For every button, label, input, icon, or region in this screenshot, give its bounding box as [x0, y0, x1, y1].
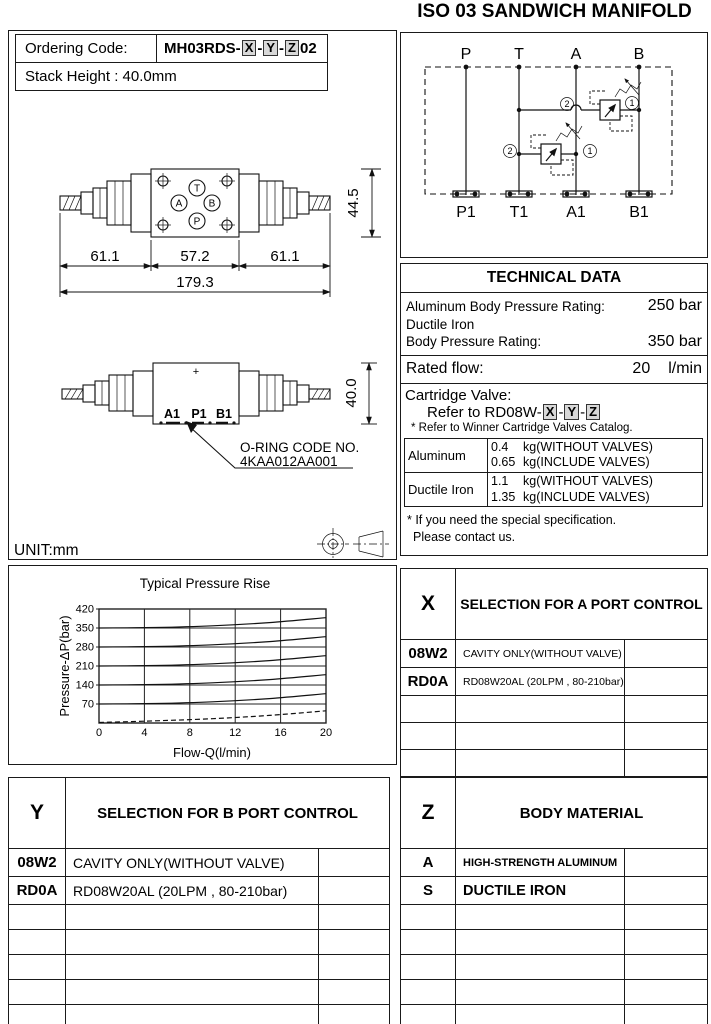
- row-extra: [319, 980, 389, 1004]
- row-extra: [625, 877, 707, 904]
- code-sep1: -: [257, 40, 263, 57]
- ordering-code-table: [15, 34, 328, 91]
- dim-57: 57.2: [180, 248, 210, 265]
- table-row: [401, 668, 707, 696]
- circuit-panel: [400, 32, 708, 258]
- cartridge-z-box: Z: [586, 404, 600, 420]
- dim-height-44: 44.5: [345, 188, 362, 218]
- page-title: ISO 03 SANDWICH MANIFOLD: [417, 1, 692, 22]
- port-a1: A1: [566, 204, 586, 221]
- port-p-label: P: [193, 216, 201, 228]
- port-t1: T1: [509, 204, 529, 221]
- row-code: S: [401, 877, 456, 904]
- row-code: 08W2: [401, 640, 456, 667]
- table-z-header: [401, 778, 707, 849]
- table-row: [9, 877, 389, 905]
- hydraulic-circuit-diagram: [401, 33, 705, 255]
- row-desc: CAVITY ONLY(WITHOUT VALVE): [66, 849, 319, 876]
- row-code: [9, 905, 66, 929]
- adjust-arrow-icon: [625, 79, 639, 95]
- mark-2-lower: 2: [507, 146, 513, 156]
- svg-text:16: 16: [274, 727, 287, 739]
- code-x-box: X: [242, 40, 257, 56]
- circuit-top-port-labels: [461, 46, 645, 63]
- rated-flow-unit: l/min: [668, 360, 702, 378]
- circuit-bottom-ports: [453, 191, 652, 221]
- row-desc: [456, 1005, 625, 1024]
- row-extra: [625, 668, 707, 695]
- port-a-label: A: [175, 198, 183, 210]
- ordering-code-row: [16, 35, 327, 63]
- row-extra: [625, 980, 707, 1004]
- svg-text:20: 20: [319, 727, 333, 739]
- table-row: [9, 905, 389, 930]
- row-desc: [66, 980, 319, 1004]
- row-code: RD0A: [401, 668, 456, 695]
- row-desc: [66, 955, 319, 979]
- row-code: [9, 955, 66, 979]
- valve-drawings: [9, 31, 395, 558]
- table-row: [401, 849, 707, 877]
- chart-title: Typical Pressure Rise: [139, 576, 271, 591]
- pressure-rise-chart: [8, 565, 397, 765]
- body-material-table-z: [400, 777, 708, 1024]
- cartridge-valve-left: [60, 181, 131, 225]
- cartridge-note: * Refer to Winner Cartridge Valves Catalog.: [411, 421, 633, 434]
- port-t: T: [514, 46, 524, 63]
- row-desc: [456, 980, 625, 1004]
- svg-text:4: 4: [141, 727, 148, 739]
- table-row: [401, 750, 707, 776]
- row-extra: [625, 696, 707, 722]
- cartridge-valve-label: Cartridge Valve:: [405, 386, 512, 404]
- row-extra: [625, 640, 707, 667]
- row-extra: [625, 723, 707, 749]
- oring-callout: [186, 421, 359, 469]
- row-code: [401, 955, 456, 979]
- svg-text:420: 420: [75, 603, 94, 616]
- table-x-header: [401, 569, 707, 640]
- row-desc: RD08W20AL (20LPM , 80-210bar): [456, 668, 625, 695]
- dim-total: 179.3: [176, 274, 214, 291]
- port-b-label: B: [208, 198, 216, 210]
- cartridge-x-box: X: [543, 404, 558, 420]
- iron-rating-label2: Body Pressure Rating:: [406, 333, 542, 349]
- row-desc: [456, 905, 625, 929]
- oring-code-number: 4KAA012AA001: [240, 454, 338, 469]
- mark-1-upper: 1: [629, 98, 635, 108]
- weight-label: kg(WITHOUT VALVES): [523, 474, 653, 488]
- row-code: [9, 1005, 66, 1024]
- table-row: [9, 955, 389, 980]
- weight-value: 0.65: [491, 455, 516, 470]
- weight-table: [404, 438, 703, 508]
- spring-icon: [615, 82, 641, 97]
- row-extra: [319, 955, 389, 979]
- port-p1-label: P1: [191, 407, 207, 421]
- selection-table-y: [8, 777, 390, 1024]
- side-view-drawing: [62, 363, 377, 469]
- row-extra: [319, 905, 389, 929]
- row-extra: [319, 1005, 389, 1024]
- chart-x-axis-label: Flow-Q(l/min): [173, 745, 251, 760]
- selection-table-x: [400, 568, 708, 777]
- relief-valve-symbol-lower: [504, 123, 597, 175]
- oring-code-label: O-RING CODE NO.: [240, 440, 360, 455]
- port-a: A: [570, 46, 582, 63]
- row-desc: [66, 1005, 319, 1024]
- port-b: B: [633, 46, 645, 63]
- code-prefix: MH03RDS-: [164, 40, 241, 57]
- row-desc: [456, 750, 625, 776]
- cartridge-ref-prefix: Refer to RD08W-: [427, 403, 542, 421]
- svg-text:8: 8: [186, 727, 193, 739]
- row-code: [401, 696, 456, 722]
- cartridge-valve-right-side: [259, 375, 330, 411]
- table-z-code: Z: [401, 778, 456, 848]
- weight-value: 0.4: [491, 439, 509, 454]
- plus-mark: +: [192, 366, 200, 378]
- code-sep2: -: [279, 40, 285, 57]
- table-row: [9, 930, 389, 955]
- row-code: 08W2: [9, 849, 66, 876]
- drawings-panel: [8, 30, 397, 560]
- note-line2: Please contact us.: [413, 529, 516, 544]
- table-row: [401, 696, 707, 723]
- row-desc: [456, 955, 625, 979]
- weight-label: kg(WITHOUT VALVES): [523, 439, 653, 454]
- row-code: [401, 723, 456, 749]
- port-t-label: T: [193, 183, 201, 195]
- svg-text:210: 210: [75, 660, 94, 673]
- note-line1: * If you need the special specification.: [407, 513, 617, 528]
- row-code: A: [401, 849, 456, 876]
- aluminum-rating-row: [401, 293, 707, 316]
- dim-61-left: 61.1: [90, 248, 120, 265]
- row-extra: [625, 955, 707, 979]
- table-row: [401, 930, 707, 955]
- code-y-box: Y: [263, 40, 278, 56]
- port-b1-label: B1: [216, 407, 232, 421]
- top-view-drawing: [60, 169, 381, 297]
- adjust-arrow-icon: [566, 123, 580, 139]
- table-row: [401, 723, 707, 750]
- rated-flow-label: Rated flow:: [406, 360, 484, 378]
- ordering-code-label: Ordering Code:: [16, 35, 157, 62]
- cartridge-valve-right: [259, 181, 330, 225]
- table-y-code: Y: [9, 778, 66, 848]
- weight-material: Ductile Iron: [405, 473, 488, 507]
- row-extra: [625, 750, 707, 776]
- cartridge-sep2: -: [580, 403, 586, 421]
- row-extra: [319, 877, 389, 904]
- row-desc: [456, 696, 625, 722]
- special-spec-note: [401, 509, 707, 545]
- row-code: [401, 980, 456, 1004]
- code-suffix: 02: [299, 40, 317, 57]
- mark-2-upper: 2: [564, 99, 570, 109]
- row-extra: [625, 1005, 707, 1024]
- svg-text:280: 280: [75, 641, 94, 654]
- cartridge-y-box: Y: [564, 404, 579, 420]
- weight-value: 1.35: [491, 489, 516, 504]
- cartridge-valve-ref: [405, 404, 703, 421]
- row-code: [9, 930, 66, 954]
- aluminum-rating-label: Aluminum Body Pressure Rating:: [406, 298, 605, 314]
- code-z-box: Z: [285, 40, 299, 56]
- chart-curves: [99, 618, 326, 723]
- svg-text:12: 12: [229, 727, 242, 739]
- iron-rating-value: 350 bar: [647, 332, 702, 350]
- mark-1-lower: 1: [587, 146, 593, 156]
- row-extra: [319, 849, 389, 876]
- table-row: [401, 905, 707, 930]
- cartridge-sep1: -: [558, 403, 564, 421]
- rated-flow-row: [401, 356, 707, 384]
- aluminum-rating-value: 250 bar: [647, 297, 702, 314]
- row-extra: [625, 849, 707, 876]
- side-port-labels: [159, 407, 235, 425]
- table-row: [401, 640, 707, 668]
- cartridge-valve-left-side: [62, 375, 133, 411]
- weight-value: 1.1: [491, 474, 509, 488]
- rated-flow-value: 20: [632, 360, 651, 378]
- iron-rating-row: [401, 316, 707, 356]
- technical-data-panel: [400, 263, 708, 556]
- row-desc: RD08W20AL (20LPM , 80-210bar): [66, 877, 319, 904]
- row-extra: [625, 905, 707, 929]
- technical-data-title: TECHNICAL DATA: [401, 264, 707, 293]
- table-row: [401, 980, 707, 1005]
- port-b1: B1: [629, 204, 649, 221]
- stack-height-row: Stack Height : 40.0mm: [25, 68, 177, 85]
- table-x-code: X: [401, 569, 456, 639]
- top-view-dimensions: [60, 169, 381, 297]
- row-extra: [625, 930, 707, 954]
- oring-groove: [159, 421, 235, 424]
- row-code: [401, 750, 456, 776]
- port-markers: [171, 180, 220, 229]
- table-row: [401, 955, 707, 980]
- row-desc: [456, 930, 625, 954]
- table-y-header: [9, 778, 389, 849]
- port-p: P: [460, 46, 472, 63]
- row-extra: [319, 930, 389, 954]
- table-row: [9, 849, 389, 877]
- port-a1-label: A1: [164, 407, 180, 421]
- weight-label: kg(INCLUDE VALVES): [523, 455, 650, 470]
- row-code: RD0A: [9, 877, 66, 904]
- svg-text:140: 140: [75, 679, 94, 692]
- row-desc: DUCTILE IRON: [456, 877, 625, 904]
- svg-text:70: 70: [81, 698, 94, 711]
- spring-icon: [556, 126, 582, 141]
- row-desc: [66, 905, 319, 929]
- svg-text:350: 350: [75, 622, 94, 635]
- table-y-title: SELECTION FOR B PORT CONTROL: [97, 804, 358, 822]
- table-row: [9, 1005, 389, 1024]
- dim-height-40: 40.0: [343, 378, 360, 408]
- row-desc: CAVITY ONLY(WITHOUT VALVE): [456, 640, 625, 667]
- table-row: [401, 1005, 707, 1024]
- third-angle-projection-icon: [317, 528, 389, 558]
- svg-text:0: 0: [95, 727, 103, 739]
- row-desc: [66, 930, 319, 954]
- weight-material: Aluminum: [405, 438, 488, 472]
- dim-61-right: 61.1: [270, 248, 300, 265]
- row-desc: [456, 723, 625, 749]
- pressure-rise-plot: [9, 566, 395, 763]
- table-x-title: SELECTION FOR A PORT CONTROL: [460, 596, 703, 612]
- relief-valve-symbol-upper: [517, 79, 641, 131]
- weight-row-aluminum: [405, 438, 703, 472]
- row-code: [401, 905, 456, 929]
- iron-rating-label1: Ductile Iron: [406, 317, 475, 332]
- table-z-title: BODY MATERIAL: [519, 804, 644, 822]
- side-view-dimensions: [343, 363, 377, 424]
- ordering-code-value: [157, 35, 327, 62]
- table-row: [401, 877, 707, 905]
- chart-y-axis-label: Pressure-ΔP(bar): [57, 615, 72, 717]
- cartridge-valve-section: [401, 384, 707, 436]
- table-row: [9, 980, 389, 1005]
- weight-label: kg(INCLUDE VALVES): [523, 489, 650, 504]
- unit-label: UNIT:mm: [14, 542, 79, 558]
- weight-row-iron: [405, 473, 703, 507]
- row-code: [9, 980, 66, 1004]
- row-code: [401, 1005, 456, 1024]
- row-desc: HIGH-STRENGTH ALUMINUM: [456, 849, 625, 876]
- port-p1: P1: [456, 204, 476, 221]
- row-code: [401, 930, 456, 954]
